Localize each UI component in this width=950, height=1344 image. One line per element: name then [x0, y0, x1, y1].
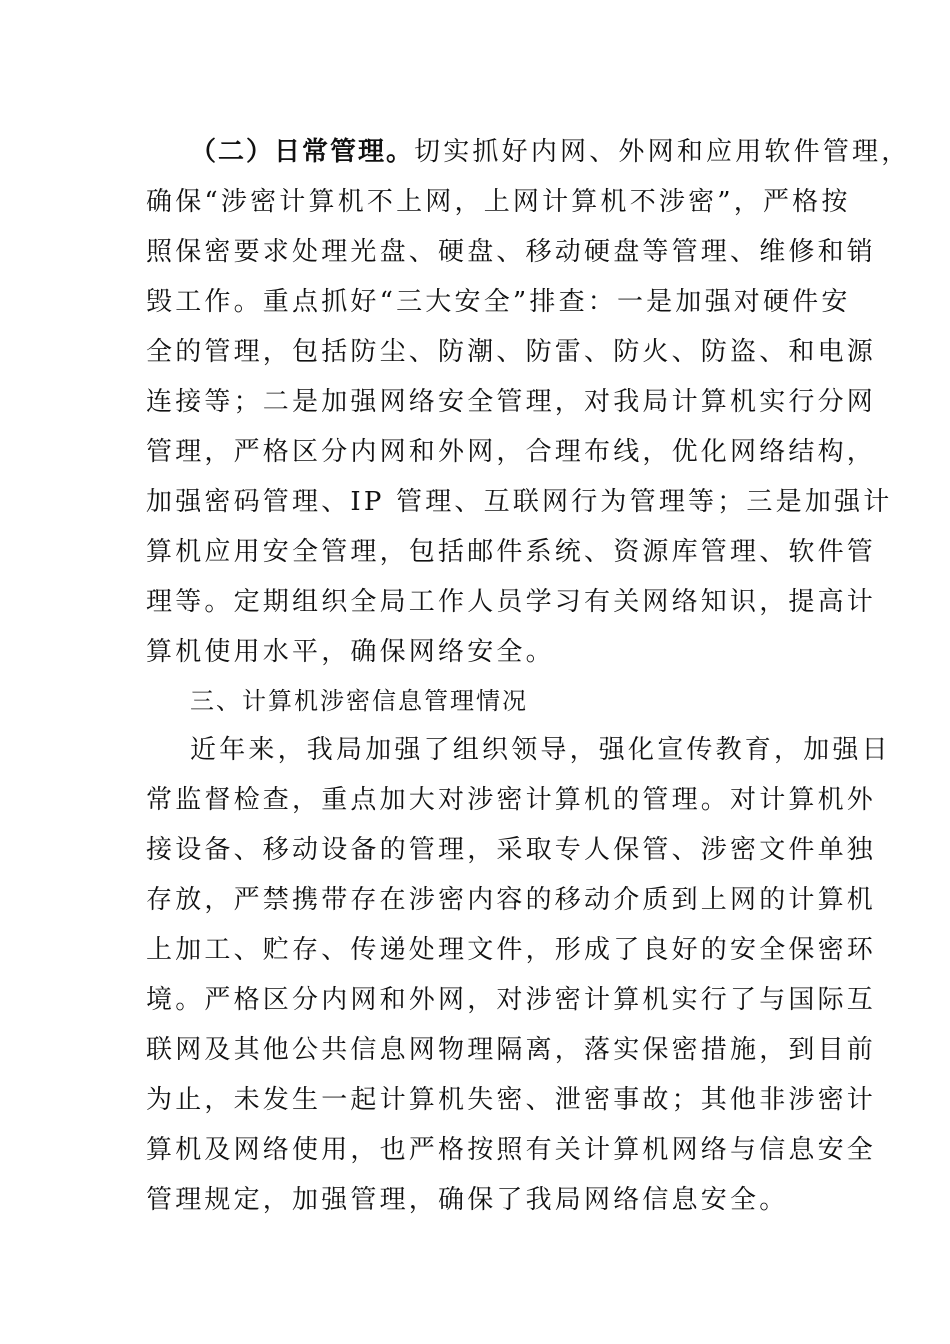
paragraph-line: 存放，严禁携带存在涉密内容的移动介质到上网的计算机: [146, 885, 877, 915]
paragraph-line: 算机应用安全管理，包括邮件系统、资源库管理、软件管: [146, 537, 877, 567]
paragraph-line: 全的管理，包括防尘、防潮、防雷、防火、防盗、和电源: [146, 337, 877, 367]
paragraph-line: 接设备、移动设备的管理，采取专人保管、涉密文件单独: [146, 835, 877, 865]
paragraph-text: 切实抓好内网、外网和应用软件管理，: [414, 137, 911, 167]
paragraph-line: 常监督检查，重点加大对涉密计算机的管理。对计算机外: [146, 785, 877, 815]
paragraph-line: 算机使用水平，确保网络安全。: [146, 637, 555, 667]
paragraph-line: 为止，未发生一起计算机失密、泄密事故；其他非涉密计: [146, 1085, 877, 1115]
section-heading: （二）日常管理。: [190, 137, 415, 167]
paragraph-line: 管理，严格区分内网和外网，合理布线，优化网络结构，: [146, 437, 877, 467]
paragraph-line: 照保密要求处理光盘、硬盘、移动硬盘等管理、维修和销: [146, 237, 877, 267]
paragraph-line: [190, 137, 910, 167]
paragraph-line: 联网及其他公共信息网物理隔离，落实保密措施，到目前: [146, 1035, 877, 1065]
paragraph-line: 毁工作。重点抓好“三大安全”排查：一是加强对硬件安: [146, 287, 851, 317]
paragraph-line: 理等。定期组织全局工作人员学习有关网络知识，提高计: [146, 587, 877, 617]
paragraph-line: 近年来，我局加强了组织领导，强化宣传教育，加强日: [190, 735, 891, 765]
paragraph-line: 加强密码管理、IP 管理、互联网行为管理等；三是加强计: [146, 487, 893, 517]
paragraph-line: 管理规定，加强管理，确保了我局网络信息安全。: [146, 1185, 789, 1215]
paragraph-line: 确保“涉密计算机不上网，上网计算机不涉密”，严格按: [146, 187, 851, 217]
section-heading: 三、计算机涉密信息管理情况: [190, 687, 528, 715]
paragraph-line: 境。严格区分内网和外网，对涉密计算机实行了与国际互: [146, 985, 877, 1015]
paragraph-line: 上加工、贮存、传递处理文件，形成了良好的安全保密环: [146, 935, 877, 965]
paragraph-line: 连接等；二是加强网络安全管理，对我局计算机实行分网: [146, 387, 877, 417]
paragraph-line: 算机及网络使用，也严格按照有关计算机网络与信息安全: [146, 1135, 877, 1165]
